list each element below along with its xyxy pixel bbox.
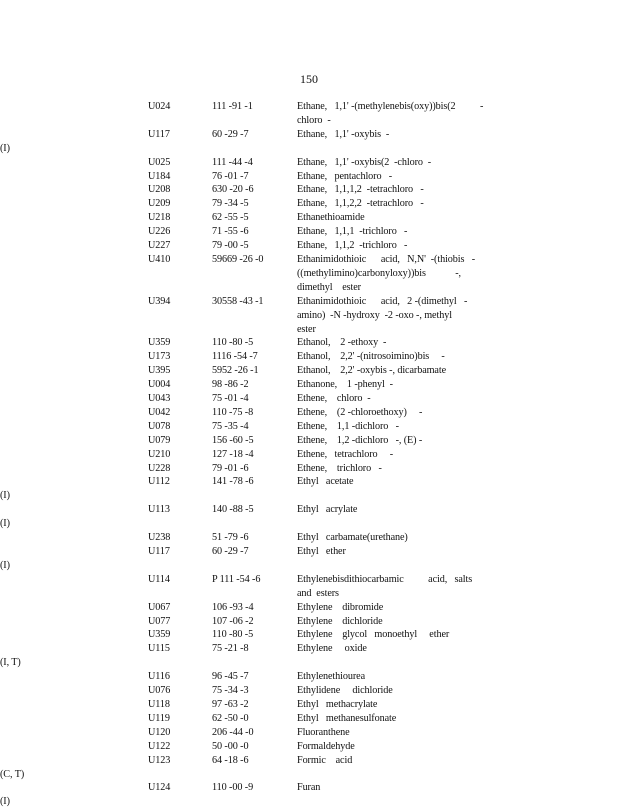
waste-code-cell: U112 xyxy=(148,476,170,488)
substance-name-cell: Ethane, 1,1' -oxybis - xyxy=(297,128,390,140)
hazard-code-cell: (I, T) xyxy=(0,657,21,669)
cas-number-cell: 59669 -26 -0 xyxy=(212,253,264,265)
waste-code-cell: U238 xyxy=(148,532,171,544)
table-row xyxy=(0,392,618,406)
waste-code-cell: U410 xyxy=(148,253,171,265)
cas-number-cell: 62 -50 -0 xyxy=(212,712,249,724)
substance-name-cell: Ethane, 1,1,2 -trichloro - xyxy=(297,240,408,252)
waste-code-cell: U210 xyxy=(148,448,171,460)
table-row xyxy=(0,211,618,225)
table-row xyxy=(0,462,618,476)
table-row xyxy=(0,170,618,184)
substance-name-cell: Ethane, 1,1' -oxybis(2 -chloro - xyxy=(297,156,432,168)
substance-name-cell: Ethylenebisdithiocarbamic acid, salts and esters xyxy=(297,573,473,599)
table-row xyxy=(0,100,618,128)
cas-number-cell: 76 -01 -7 xyxy=(212,170,249,182)
cas-number-cell: 62 -55 -5 xyxy=(212,212,249,224)
table-row xyxy=(0,754,618,782)
waste-code-cell: U120 xyxy=(148,726,171,738)
cas-number-cell: 60 -29 -7 xyxy=(212,128,249,140)
cas-number-cell: 110 -00 -9 xyxy=(212,782,254,794)
table-row xyxy=(0,336,618,350)
waste-code-cell: U043 xyxy=(148,393,171,405)
table-row xyxy=(0,726,618,740)
waste-code-cell: U184 xyxy=(148,170,171,182)
waste-code-cell: U117 xyxy=(148,546,170,557)
cas-number-cell: 140 -88 -5 xyxy=(212,504,254,516)
cas-number-cell: 110 -80 -5 xyxy=(212,629,254,641)
table-row xyxy=(0,615,618,629)
table-row xyxy=(0,698,618,712)
waste-code-cell: U117 xyxy=(148,128,170,140)
waste-code-cell: U118 xyxy=(148,698,170,710)
substance-name-cell: Ethane, 1,1,1,2 -tetrachloro - xyxy=(297,184,424,196)
hazard-code-cell: (I) xyxy=(0,796,10,808)
substance-name-cell: Ethyl methacrylate xyxy=(297,698,378,710)
cas-number-cell: 71 -55 -6 xyxy=(212,226,249,238)
substance-name-cell: Ethylene dibromide xyxy=(297,601,384,613)
substance-name-cell: Ethene, (2 -chloroethoxy) - xyxy=(297,406,423,418)
substance-name-cell: Formaldehyde xyxy=(297,740,355,752)
waste-code-cell: U208 xyxy=(148,184,171,196)
hazard-code-cell: (I) xyxy=(0,142,10,154)
substance-name-cell: Ethanimidothioic acid, 2 -(dimethyl - amino) -N -hydroxy -2 -oxo -, methyl ester xyxy=(297,295,468,335)
waste-code-cell: U079 xyxy=(148,434,171,446)
cas-number-cell: P 111 -54 -6 xyxy=(212,573,261,585)
cas-number-cell: 75 -34 -3 xyxy=(212,685,249,697)
cas-number-cell: 96 -45 -7 xyxy=(212,671,249,683)
waste-code-cell: U227 xyxy=(148,240,171,252)
substance-name-cell: Ethyl acrylate xyxy=(297,504,358,516)
hazard-code-cell: (I) xyxy=(0,559,10,571)
substance-name-cell: Ethane, 1,1' -(methylenebis(oxy))bis(2 - chloro - xyxy=(297,101,484,126)
substance-name-cell: Ethylene dichloride xyxy=(297,615,383,627)
waste-code-cell: U025 xyxy=(148,156,171,168)
substance-name-cell: Ethene, chloro - xyxy=(297,393,371,405)
substance-name-cell: Ethyl ether xyxy=(297,546,346,557)
waste-code-cell: U078 xyxy=(148,420,171,432)
waste-code-cell: U004 xyxy=(148,379,171,391)
waste-code-cell: U077 xyxy=(148,615,171,627)
table-row xyxy=(0,475,618,503)
waste-code-cell: U395 xyxy=(148,365,171,377)
substance-name-cell: Ethanethioamide xyxy=(297,212,365,224)
substance-name-cell: Furan xyxy=(297,782,321,794)
waste-code-cell: U209 xyxy=(148,198,171,210)
table-row xyxy=(0,364,618,378)
cas-number-cell: 97 -63 -2 xyxy=(212,698,249,710)
table-row xyxy=(0,406,618,420)
table-row xyxy=(0,378,618,392)
table-row xyxy=(0,239,618,253)
substance-name-cell: Ethanol, 2,2' -oxybis -, dicarbamate xyxy=(297,365,447,377)
substance-name-cell: Ethene, 1,1 -dichloro - xyxy=(297,420,399,432)
cas-number-cell: 141 -78 -6 xyxy=(212,476,254,488)
cas-number-cell: 79 -34 -5 xyxy=(212,198,249,210)
cas-number-cell: 79 -00 -5 xyxy=(212,240,249,252)
table-row xyxy=(0,531,618,545)
cas-number-cell: 60 -29 -7 xyxy=(212,546,249,557)
table-row xyxy=(0,601,618,615)
waste-code-cell: U228 xyxy=(148,462,171,474)
cas-number-cell: 630 -20 -6 xyxy=(212,184,254,196)
cas-number-cell: 127 -18 -4 xyxy=(212,448,254,460)
cas-number-cell: 106 -93 -4 xyxy=(212,601,254,613)
waste-code-cell: U123 xyxy=(148,754,171,766)
substance-name-cell: Ethene, trichloro - xyxy=(297,462,382,474)
cas-number-cell: 107 -06 -2 xyxy=(212,615,254,627)
cas-number-cell: 79 -01 -6 xyxy=(212,462,249,474)
waste-code-cell: U067 xyxy=(148,601,171,613)
cas-number-cell: 110 -80 -5 xyxy=(212,337,254,349)
waste-code-cell: U115 xyxy=(148,643,170,655)
table-row xyxy=(0,350,618,364)
page-number: 150 xyxy=(300,72,318,86)
substance-name-cell: Ethyl acetate xyxy=(297,476,354,488)
waste-code-cell: U042 xyxy=(148,406,171,418)
waste-code-cell: U122 xyxy=(148,740,171,752)
waste-code-cell: U124 xyxy=(148,782,171,794)
substance-name-cell: Ethanol, 2 -ethoxy - xyxy=(297,337,387,349)
waste-code-cell: U076 xyxy=(148,685,171,697)
substance-name-cell: Ethane, 1,1,1 -trichloro - xyxy=(297,226,408,238)
substance-name-cell: Ethene, tetrachloro - xyxy=(297,448,394,460)
substance-name-cell: Ethylene glycol monoethyl ether xyxy=(297,629,450,641)
cas-number-cell: 5952 -26 -1 xyxy=(212,365,259,377)
cas-number-cell: 156 -60 -5 xyxy=(212,434,254,446)
table-row xyxy=(0,503,618,531)
cas-number-cell: 50 -00 -0 xyxy=(212,740,249,752)
hazard-code-cell: (I) xyxy=(0,490,10,502)
cas-number-cell: 206 -44 -0 xyxy=(212,726,254,738)
table-row xyxy=(0,712,618,726)
substance-name-cell: Ethanol, 2,2' -(nitrosoimino)bis - xyxy=(297,351,445,363)
cas-number-cell: 98 -86 -2 xyxy=(212,379,249,391)
table-row xyxy=(0,197,618,211)
waste-code-cell: U359 xyxy=(148,629,171,641)
substance-name-cell: Ethane, pentachloro - xyxy=(297,170,393,182)
waste-code-cell: U116 xyxy=(148,671,170,683)
table-row xyxy=(0,628,618,642)
cas-number-cell: 51 -79 -6 xyxy=(212,532,249,544)
table-row xyxy=(0,545,618,573)
substance-name-cell: Ethyl carbamate(urethane) xyxy=(297,532,408,544)
table-row xyxy=(0,740,618,754)
waste-code-cell: U359 xyxy=(148,337,171,349)
table-row xyxy=(0,128,618,156)
waste-code-cell: U024 xyxy=(148,101,171,112)
substance-name-cell: Fluoranthene xyxy=(297,726,350,738)
cas-number-cell: 111 -91 -1 xyxy=(212,101,253,112)
substance-name-cell: Ethanone, 1 -phenyl - xyxy=(297,379,393,391)
waste-code-cell: U113 xyxy=(148,504,170,516)
waste-code-cell: U226 xyxy=(148,226,171,238)
substance-name-cell: Ethene, 1,2 -dichloro -, (E) - xyxy=(297,434,423,446)
cas-number-cell: 110 -75 -8 xyxy=(212,406,254,418)
cas-number-cell: 30558 -43 -1 xyxy=(212,295,264,307)
substance-name-cell: Ethane, 1,1,2,2 -tetrachloro - xyxy=(297,198,424,210)
cas-number-cell: 75 -35 -4 xyxy=(212,420,249,432)
table-row xyxy=(0,448,618,462)
waste-code-cell: U218 xyxy=(148,212,171,224)
substance-name-cell: Formic acid xyxy=(297,754,353,766)
waste-code-cell: U173 xyxy=(148,351,171,363)
table-row xyxy=(0,434,618,448)
substance-name-cell: Ethyl methanesulfonate xyxy=(297,712,397,724)
table-row xyxy=(0,420,618,434)
table-row xyxy=(0,684,618,698)
cas-number-cell: 75 -01 -4 xyxy=(212,393,249,405)
waste-code-cell: U394 xyxy=(148,295,171,307)
cas-number-cell: 1116 -54 -7 xyxy=(212,351,258,363)
table-row xyxy=(0,183,618,197)
table-row xyxy=(0,225,618,239)
substance-name-cell: Ethylene oxide xyxy=(297,643,367,655)
table-row xyxy=(0,642,618,670)
table-row xyxy=(0,781,618,809)
table-row xyxy=(0,156,618,170)
table-row xyxy=(0,253,618,295)
cas-number-cell: 64 -18 -6 xyxy=(212,754,249,766)
substance-name-cell: Ethylenethiourea xyxy=(297,671,365,683)
hazardous-waste-table xyxy=(0,100,618,809)
cas-number-cell: 75 -21 -8 xyxy=(212,643,249,655)
substance-name-cell: Ethylidene dichloride xyxy=(297,685,393,697)
table-row xyxy=(0,573,618,601)
waste-code-cell: U114 xyxy=(148,573,170,585)
table-row xyxy=(0,295,618,337)
hazard-code-cell: (I) xyxy=(0,518,10,530)
hazard-code-cell: (C, T) xyxy=(0,768,25,780)
table-row xyxy=(0,670,618,684)
substance-name-cell: Ethanimidothioic acid, N,N' -(thiobis - ((methylimino)carbonyloxy))bis -, dimethyl ester xyxy=(297,253,476,293)
cas-number-cell: 111 -44 -4 xyxy=(212,156,253,168)
waste-code-cell: U119 xyxy=(148,712,170,724)
